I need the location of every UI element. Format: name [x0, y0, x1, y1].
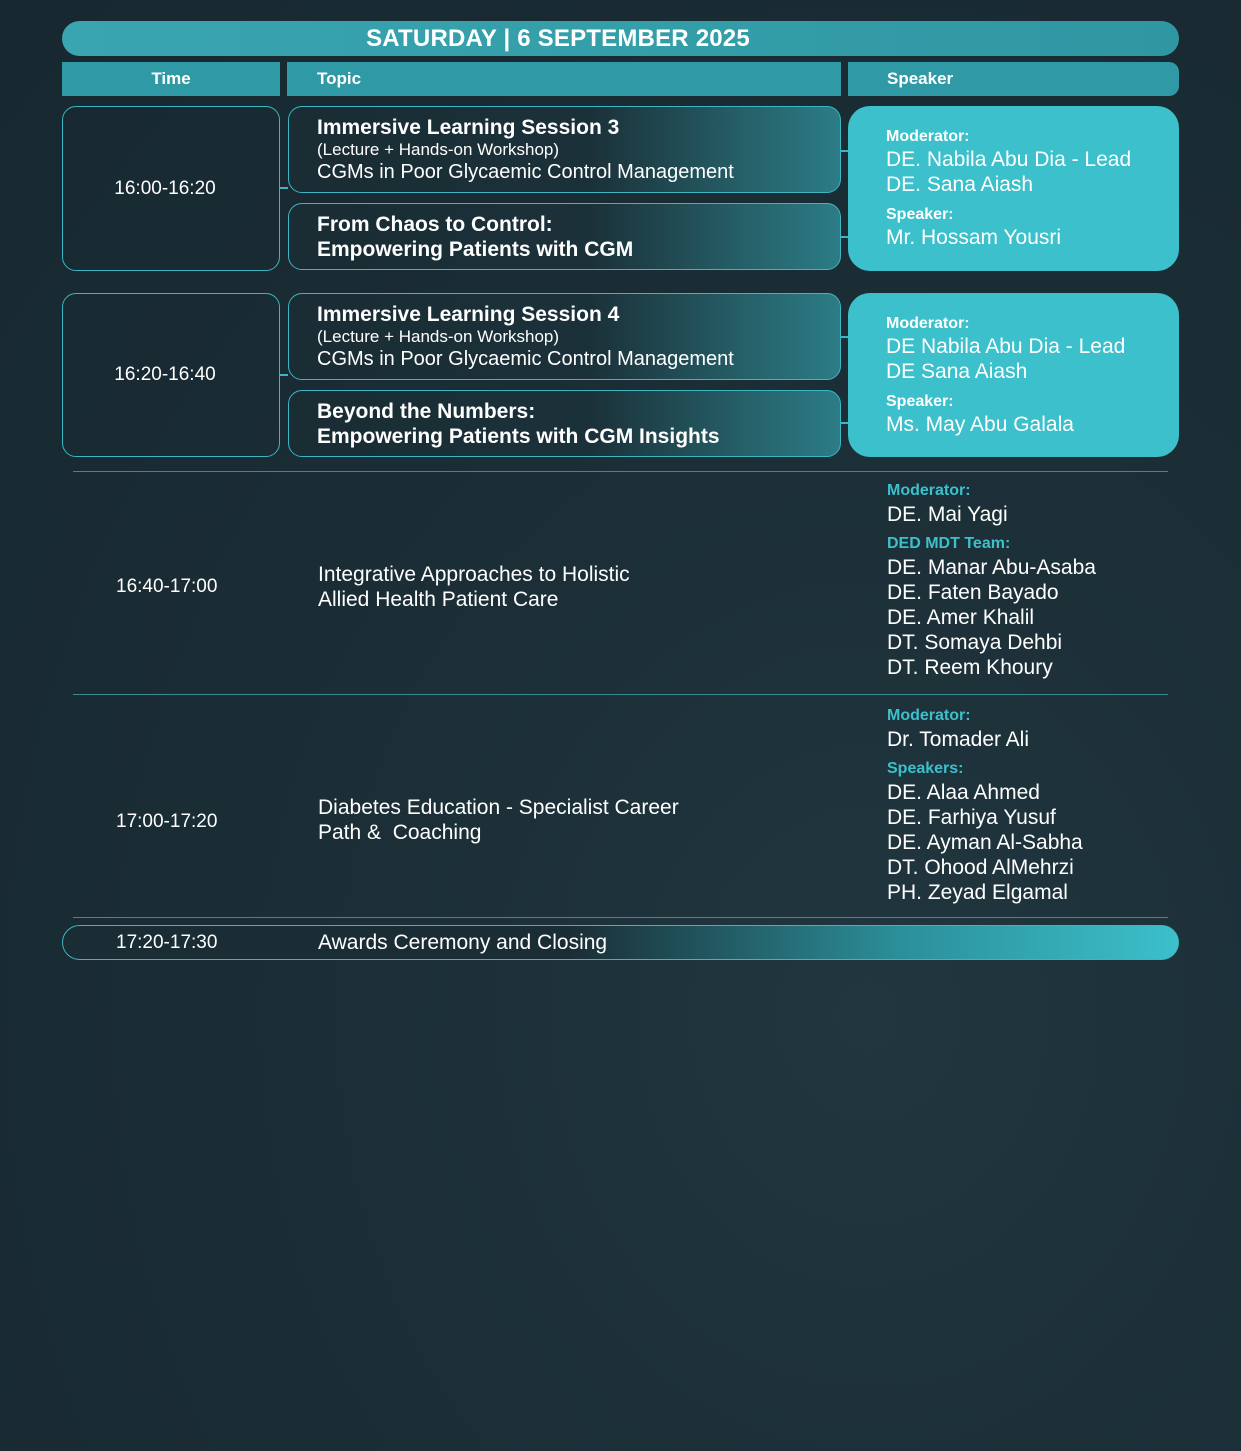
row-divider — [73, 471, 1168, 472]
speaker-card: Moderator: DE Nabila Abu Dia - Lead DE Sana Aiash Speaker: Ms. May Abu Galala — [848, 293, 1179, 457]
topic-card: Immersive Learning Session 4 (Lecture + Hands-on Workshop) CGMs in Poor Glycaemic Control Management — [288, 293, 841, 380]
topic-card: Immersive Learning Session 3 (Lecture + Hands-on Workshop) CGMs in Poor Glycaemic Control Management — [288, 106, 841, 193]
connector-line — [280, 187, 288, 189]
session-time-box: 16:00-16:20 — [62, 106, 280, 271]
column-header-speaker: Speaker — [848, 62, 1179, 96]
connector-line — [280, 374, 288, 376]
session-speakers: Moderator: Dr. Tomader Ali Speakers: DE. Alaa Ahmed DE. Farhiya Yusuf DE. Ayman Al-Sabha DT. Ohood AlMehrzi PH. Zeyad Elgamal — [887, 707, 1083, 904]
topic-card: From Chaos to Control: Empowering Patients with CGM — [288, 203, 841, 270]
day-title: SATURDAY | 6 SEPTEMBER 2025 — [366, 24, 750, 52]
closing-row — [62, 925, 1179, 960]
speaker-card: Moderator: DE. Nabila Abu Dia - Lead DE. Sana Aiash Speaker: Mr. Hossam Yousri — [848, 106, 1179, 271]
session-speakers: Moderator: DE. Mai Yagi DED MDT Team: DE. Manar Abu-Asaba DE. Faten Bayado DE. Amer Khalil DT. Somaya Dehbi DT. Reem Khoury — [887, 482, 1096, 679]
column-header-time: Time — [62, 62, 280, 96]
session-time: 17:00-17:20 — [116, 811, 218, 832]
row-divider — [73, 917, 1168, 918]
closing-topic: Awards Ceremony and Closing — [318, 931, 608, 954]
day-header — [62, 21, 1179, 56]
row-divider — [73, 694, 1168, 695]
session-time-box: 16:20-16:40 — [62, 293, 280, 457]
session-topic: Integrative Approaches to Holistic Allied Health Patient Care — [318, 563, 630, 611]
session-topic: Diabetes Education - Specialist Career Path & Coaching — [318, 796, 679, 844]
column-header-topic: Topic — [287, 62, 841, 96]
session-time: 16:40-17:00 — [116, 576, 218, 597]
closing-time: 17:20-17:30 — [116, 932, 218, 953]
topic-card: Beyond the Numbers: Empowering Patients with CGM Insights — [288, 390, 841, 457]
